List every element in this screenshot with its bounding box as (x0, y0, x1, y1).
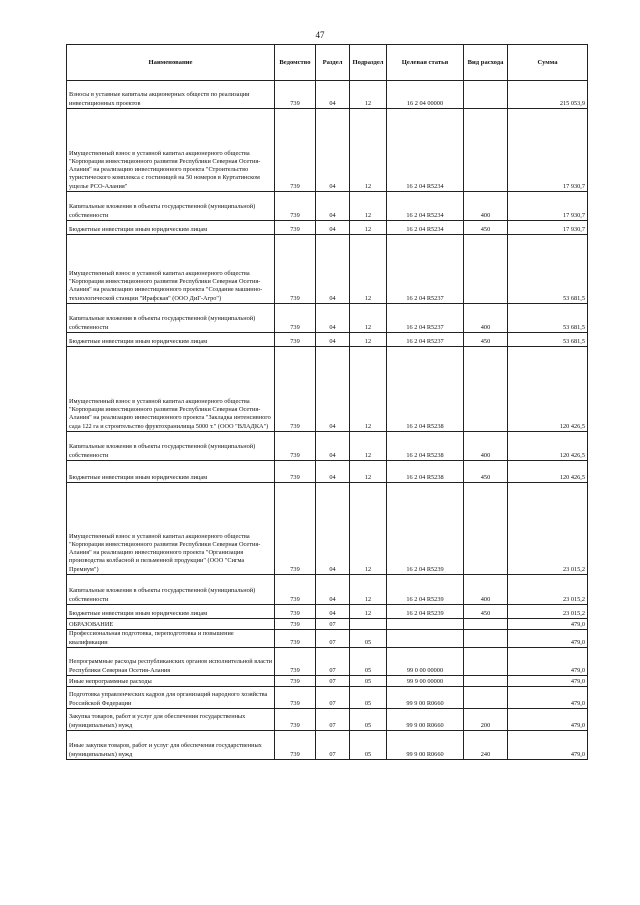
table-row (67, 333, 588, 347)
cell-amount: 120 426,5 (508, 461, 588, 483)
cell-section: 07 (316, 709, 350, 731)
cell-subsection (350, 619, 387, 630)
cell-target: 16 2 04 R5238 (387, 347, 464, 432)
table-row (67, 109, 588, 192)
cell-dept: 739 (275, 235, 316, 304)
cell-section: 04 (316, 304, 350, 333)
cell-amount: 479,0 (508, 709, 588, 731)
cell-target: 16 2 04 R5237 (387, 333, 464, 347)
cell-target: 16 2 04 R5234 (387, 221, 464, 235)
cell-name: Бюджетные инвестиции иным юридическим лицам (67, 605, 275, 619)
cell-section: 07 (316, 731, 350, 760)
cell-section: 07 (316, 676, 350, 687)
cell-section: 04 (316, 235, 350, 304)
cell-dept: 739 (275, 709, 316, 731)
cell-exp-type: 240 (464, 731, 508, 760)
cell-subsection: 05 (350, 709, 387, 731)
cell-name: Бюджетные инвестиции иным юридическим лицам (67, 333, 275, 347)
cell-subsection: 12 (350, 235, 387, 304)
cell-section: 04 (316, 347, 350, 432)
cell-subsection: 12 (350, 333, 387, 347)
cell-amount: 120 426,5 (508, 432, 588, 461)
cell-section: 04 (316, 192, 350, 221)
cell-name: Имущественный взнос в уставной капитал акционерного общества "Корпорация инвестиционного развития Республики Северная Осетия-Алания" на реализацию инвестиционного проекта "Создание машинно-технологической станции "Ирафская" (ООО ДиГ-Агро") (67, 235, 275, 304)
cell-exp-type: 400 (464, 192, 508, 221)
cell-section: 07 (316, 630, 350, 648)
cell-section: 07 (316, 687, 350, 709)
cell-section: 07 (316, 619, 350, 630)
cell-amount: 120 426,5 (508, 347, 588, 432)
cell-amount: 17 930,7 (508, 109, 588, 192)
cell-amount: 479,0 (508, 630, 588, 648)
cell-exp-type: 400 (464, 304, 508, 333)
cell-name: Капитальные вложения в объекты государственной (муниципальной) собственности (67, 192, 275, 221)
table-row (67, 235, 588, 304)
cell-exp-type (464, 619, 508, 630)
table-row (67, 709, 588, 731)
cell-name: Иные закупки товаров, работ и услуг для обеспечения государственных (муниципальных) нужд (67, 731, 275, 760)
cell-target: 16 2 04 R5237 (387, 235, 464, 304)
cell-target: 99 9 00 R0660 (387, 731, 464, 760)
cell-section: 07 (316, 648, 350, 676)
cell-amount: 17 930,7 (508, 221, 588, 235)
table-row (67, 687, 588, 709)
cell-dept: 739 (275, 461, 316, 483)
cell-target: 99 9 00 R0660 (387, 687, 464, 709)
cell-subsection: 05 (350, 731, 387, 760)
cell-target: 16 2 04 R5239 (387, 575, 464, 605)
cell-amount: 23 015,2 (508, 605, 588, 619)
cell-name: Капитальные вложения в объекты государственной (муниципальной) собственности (67, 575, 275, 605)
cell-exp-type (464, 347, 508, 432)
cell-dept: 739 (275, 676, 316, 687)
cell-dept: 739 (275, 109, 316, 192)
cell-exp-type (464, 630, 508, 648)
cell-exp-type (464, 109, 508, 192)
cell-subsection: 12 (350, 483, 387, 575)
cell-target: 99 9 00 R0660 (387, 709, 464, 731)
header-amount: Сумма (508, 45, 588, 81)
cell-name: Взносы в уставные капиталы акционерных обществ по реализации инвестиционных проектов (67, 81, 275, 109)
header-target: Целевая статья (387, 45, 464, 81)
table-row (67, 347, 588, 432)
cell-exp-type (464, 483, 508, 575)
table-row (67, 575, 588, 605)
budget-table (66, 44, 588, 760)
cell-target: 16 2 04 R5234 (387, 192, 464, 221)
header-exp-type: Вид расхода (464, 45, 508, 81)
cell-exp-type: 400 (464, 575, 508, 605)
cell-exp-type (464, 687, 508, 709)
cell-name: Непрограммные расходы республиканских органов исполнительной власти Республики Северная Осетия-Алания (67, 648, 275, 676)
cell-subsection: 05 (350, 630, 387, 648)
cell-name: Имущественный взнос в уставной капитал акционерного общества "Корпорация инвестиционного развития Республики Северная Осетия-Алания" на реализацию инвестиционного проекта "Организация производства колбасной и пельменной продукции" (ООО "Сигма Премиум") (67, 483, 275, 575)
cell-amount: 23 015,2 (508, 483, 588, 575)
cell-name: Капитальные вложения в объекты государственной (муниципальной) собственности (67, 432, 275, 461)
cell-target (387, 619, 464, 630)
cell-dept: 739 (275, 483, 316, 575)
cell-exp-type: 450 (464, 605, 508, 619)
table-row (67, 304, 588, 333)
cell-amount: 53 681,5 (508, 235, 588, 304)
cell-amount: 479,0 (508, 731, 588, 760)
cell-name: Закупка товаров, работ и услуг для обеспечения государственных (муниципальных) нужд (67, 709, 275, 731)
cell-exp-type: 400 (464, 432, 508, 461)
cell-subsection: 12 (350, 605, 387, 619)
cell-subsection: 12 (350, 192, 387, 221)
cell-section: 04 (316, 81, 350, 109)
cell-dept: 739 (275, 619, 316, 630)
cell-section: 04 (316, 432, 350, 461)
cell-section: 04 (316, 109, 350, 192)
cell-dept: 739 (275, 192, 316, 221)
cell-subsection: 05 (350, 648, 387, 676)
header-section: Раздел (316, 45, 350, 81)
cell-target: 16 2 04 00000 (387, 81, 464, 109)
cell-amount: 479,0 (508, 676, 588, 687)
page-number: 47 (315, 30, 325, 40)
table-row (67, 605, 588, 619)
cell-section: 04 (316, 575, 350, 605)
cell-section: 04 (316, 221, 350, 235)
cell-target: 16 2 04 R5239 (387, 605, 464, 619)
cell-dept: 739 (275, 630, 316, 648)
cell-dept: 739 (275, 221, 316, 235)
table-row (67, 619, 588, 630)
cell-amount: 17 930,7 (508, 192, 588, 221)
table-row (67, 648, 588, 676)
header-name: Наименование (67, 45, 275, 81)
table-row (67, 461, 588, 483)
cell-section: 04 (316, 483, 350, 575)
cell-section: 04 (316, 605, 350, 619)
cell-subsection: 12 (350, 575, 387, 605)
table-row (67, 731, 588, 760)
cell-target: 99 0 00 00000 (387, 648, 464, 676)
cell-subsection: 12 (350, 109, 387, 192)
cell-target (387, 630, 464, 648)
cell-amount: 479,0 (508, 619, 588, 630)
cell-target: 16 2 04 R5239 (387, 483, 464, 575)
cell-dept: 739 (275, 731, 316, 760)
cell-name: Иные непрограммные расходы (67, 676, 275, 687)
cell-name: Имущественный взнос в уставной капитал акционерного общества "Корпорация инвестиционного развития Республики Северная Осетия-Алания" на реализацию инвестиционного проекта "Закладка интенсивного сада 122 га и строительство фруктохранилища 5000 т." (ООО "ВЛАДКА") (67, 347, 275, 432)
cell-section: 04 (316, 461, 350, 483)
cell-name: Капитальные вложения в объекты государственной (муниципальной) собственности (67, 304, 275, 333)
cell-name: Бюджетные инвестиции иным юридическим лицам (67, 461, 275, 483)
cell-amount: 23 015,2 (508, 575, 588, 605)
cell-name: ОБРАЗОВАНИЕ (67, 619, 275, 630)
cell-amount: 53 681,5 (508, 333, 588, 347)
cell-subsection: 05 (350, 676, 387, 687)
cell-target: 99 9 00 00000 (387, 676, 464, 687)
cell-exp-type (464, 81, 508, 109)
cell-name: Имущественный взнос в уставной капитал акционерного общества "Корпорация инвестиционного развития Республики Северная Осетия-Алания" на реализацию инвестиционного проекта "Строительство туристического комплекса с гостиницей на 50 номеров в Куртатинском ущелье РСО-Алания" (67, 109, 275, 192)
cell-dept: 739 (275, 347, 316, 432)
cell-target: 16 2 04 R5237 (387, 304, 464, 333)
table-row (67, 630, 588, 648)
table-row (67, 676, 588, 687)
cell-subsection: 12 (350, 221, 387, 235)
table-row (67, 432, 588, 461)
cell-dept: 739 (275, 575, 316, 605)
cell-exp-type: 450 (464, 221, 508, 235)
cell-dept: 739 (275, 687, 316, 709)
cell-subsection: 12 (350, 461, 387, 483)
cell-exp-type: 200 (464, 709, 508, 731)
cell-dept: 739 (275, 648, 316, 676)
cell-dept: 739 (275, 605, 316, 619)
cell-exp-type (464, 676, 508, 687)
cell-amount: 479,0 (508, 687, 588, 709)
cell-amount: 479,0 (508, 648, 588, 676)
cell-amount: 215 053,9 (508, 81, 588, 109)
header-dept: Ведомство (275, 45, 316, 81)
cell-exp-type (464, 648, 508, 676)
cell-exp-type (464, 235, 508, 304)
cell-subsection: 12 (350, 304, 387, 333)
header-subsection: Подраздел (350, 45, 387, 81)
cell-target: 16 2 04 R5238 (387, 461, 464, 483)
table-row (67, 192, 588, 221)
cell-subsection: 12 (350, 81, 387, 109)
cell-dept: 739 (275, 81, 316, 109)
cell-target: 16 2 04 R5238 (387, 432, 464, 461)
table-row (67, 483, 588, 575)
table-row (67, 81, 588, 109)
cell-name: Подготовка управленческих кадров для организаций народного хозяйства Российской Федерации (67, 687, 275, 709)
cell-name: Профессиональная подготовка, переподготовка и повышение квалификации (67, 630, 275, 648)
cell-dept: 739 (275, 432, 316, 461)
cell-dept: 739 (275, 304, 316, 333)
cell-section: 04 (316, 333, 350, 347)
header-row (67, 45, 588, 81)
cell-exp-type: 450 (464, 461, 508, 483)
cell-subsection: 05 (350, 687, 387, 709)
cell-dept: 739 (275, 333, 316, 347)
cell-amount: 53 681,5 (508, 304, 588, 333)
cell-subsection: 12 (350, 347, 387, 432)
cell-name: Бюджетные инвестиции иным юридическим лицам (67, 221, 275, 235)
cell-target: 16 2 04 R5234 (387, 109, 464, 192)
cell-exp-type: 450 (464, 333, 508, 347)
table-row (67, 221, 588, 235)
cell-subsection: 12 (350, 432, 387, 461)
